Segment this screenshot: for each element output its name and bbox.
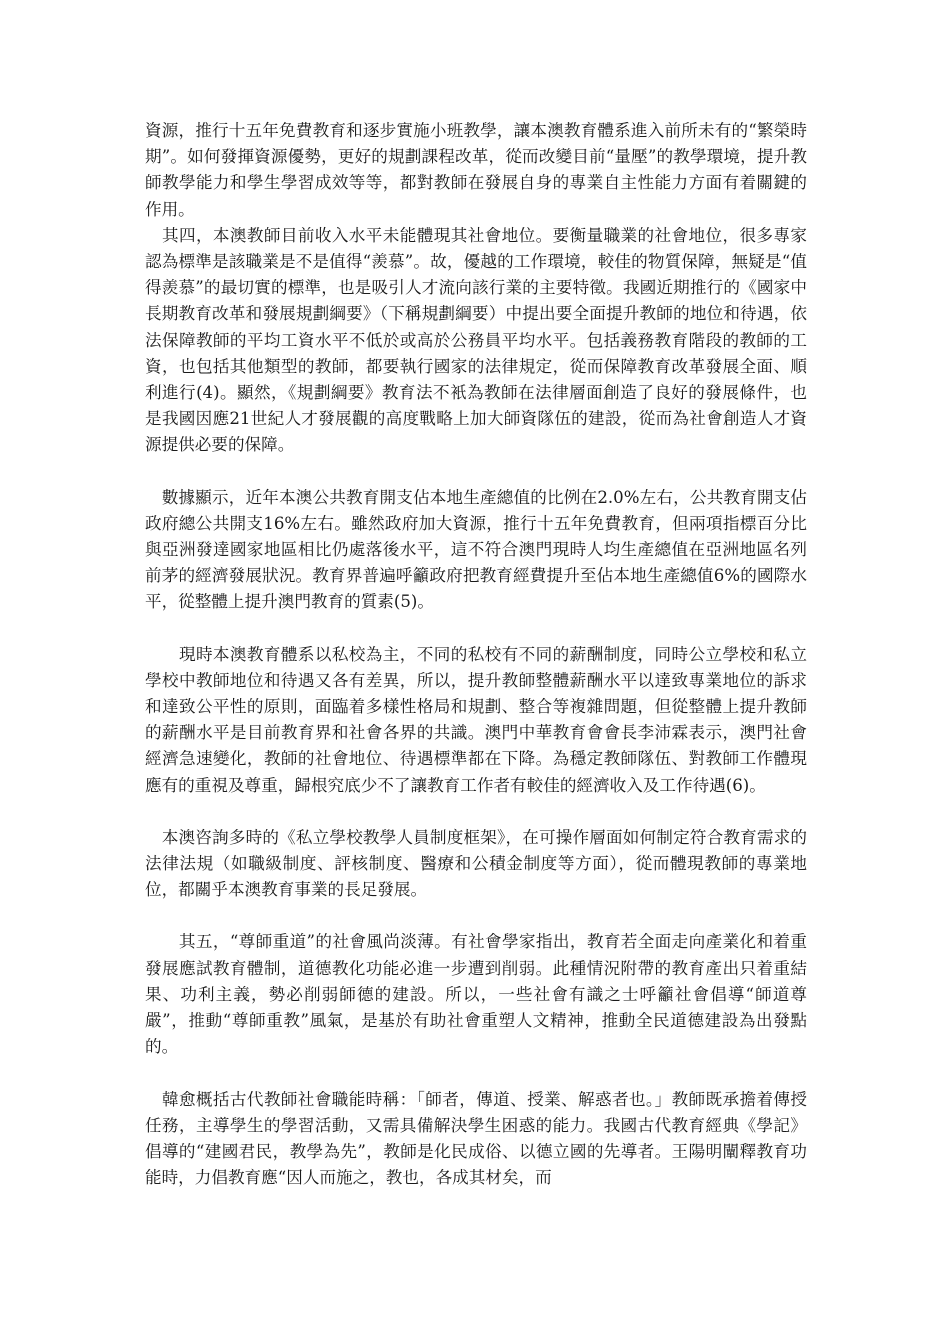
paragraph-4: 現時本澳教育體系以私校為主，不同的私校有不同的薪酬制度，同時公立學校和私立學校中教師地位和待遇又各有差異，所以，提升教師整體薪酬水平以達致專業地位的訴求和達致公平性的原則，面臨着多樣性格局和規劃、整合等複雜問題，但從整體上提升教師的薪酬水平是目前教育界和社會各界的共識。澳門中華教育會會長李沛霖表示，澳門社會經濟急速變化，教師的社會地位、待遇標準都在下降。為穩定教師隊伍、對教師工作體現應有的重視及尊重，歸根究底少不了讓教育工作者有較佳的經濟收入及工作待遇(6)。 [145,644,807,795]
paragraph-2: 其四，本澳教師目前收入水平未能體現其社會地位。要衡量職業的社會地位，很多專家認為標準是該職業是不是值得“羨慕”。故，優越的工作環境，較佳的物質保障，無疑是“值得羨慕”的最切實的標準，也是吸引人才流向該行業的主要特徵。我國近期推行的《國家中長期教育改革和發展規劃綱要》（下稱規劃綱要）中提出要全面提升教師的地位和待遇，依法保障教師的平均工資水平不低於或高於公務員平均水平。包括義務教育階段的教師的工資，也包括其他類型的教師，都要執行國家的法律規定，從而保障教育改革發展全面、順利進行(4)。顯然，《規劃綱要》教育法不衹為教師在法律層面創造了良好的發展條件，也是我國因應21世紀人才發展觀的高度戰略上加大師資隊伍的建設，從而為社會創造人才資源提供必要的保障。 [145,225,807,455]
paragraph-6: 其五，“尊師重道”的社會風尚淡薄。有社會學家指出，教育若全面走向產業化和着重發展應試教育體制，道德教化功能必進一步遭到削弱。此種情況附帶的教育產出只着重結果、功利主義，勢必削弱師德的建設。所以，一些社會有識之士呼籲社會倡導“師道尊嚴”，推動“尊師重教”風氣，是基於有助社會重塑人文精神，推動全民道德建設為出發點的。 [145,932,807,1057]
paragraph-3: 數據顯示，近年本澳公共教育開支佔本地生產總值的比例在2.0%左右，公共教育開支佔政府總公共開支16%左右。雖然政府加大資源，推行十五年免費教育，但兩項指標百分比與亞洲發達國家地區相比仍處落後水平，這不符合澳門現時人均生產總值在亞洲地區名列前茅的經濟發展狀況。教育界普遍呼籲政府把教育經費提升至佔本地生產總值6%的國際水平，從整體上提升澳門教育的質素(5)。 [145,487,807,612]
paragraph-1: 資源，推行十五年免費教育和逐步實施小班教學，讓本澳教育體系進入前所未有的“繁榮時期”。如何發揮資源優勢，更好的規劃課程改革，從而改變目前“量壓”的教學環境，提升教師教學能力和學生學習成效等等，都對教師在發展自身的專業自主性能力方面有着關鍵的作用。 [145,121,807,219]
paragraph-7: 韓愈概括古代教師社會職能時稱：「師者，傳道、授業、解惑者也。」教師既承擔着傳授任務，主導學生的學習活動，又需具備解決學生困惑的能力。我國古代教育經典《學記》倡導的“建國君民，教學為先”，教師是化民成俗、以德立國的先導者。王陽明闡釋教育功能時，力倡教育應“因人而施之，教也，各成其材矣，而 [145,1089,807,1188]
document-page [145,118,807,1191]
paragraph-5: 本澳咨詢多時的《私立學校教學人員制度框架》，在可操作層面如何制定符合教育需求的法律法規（如職級制度、評核制度、醫療和公積金制度等方面），從而體現教師的專業地位，都關乎本澳教育事業的長足發展。 [145,827,807,900]
